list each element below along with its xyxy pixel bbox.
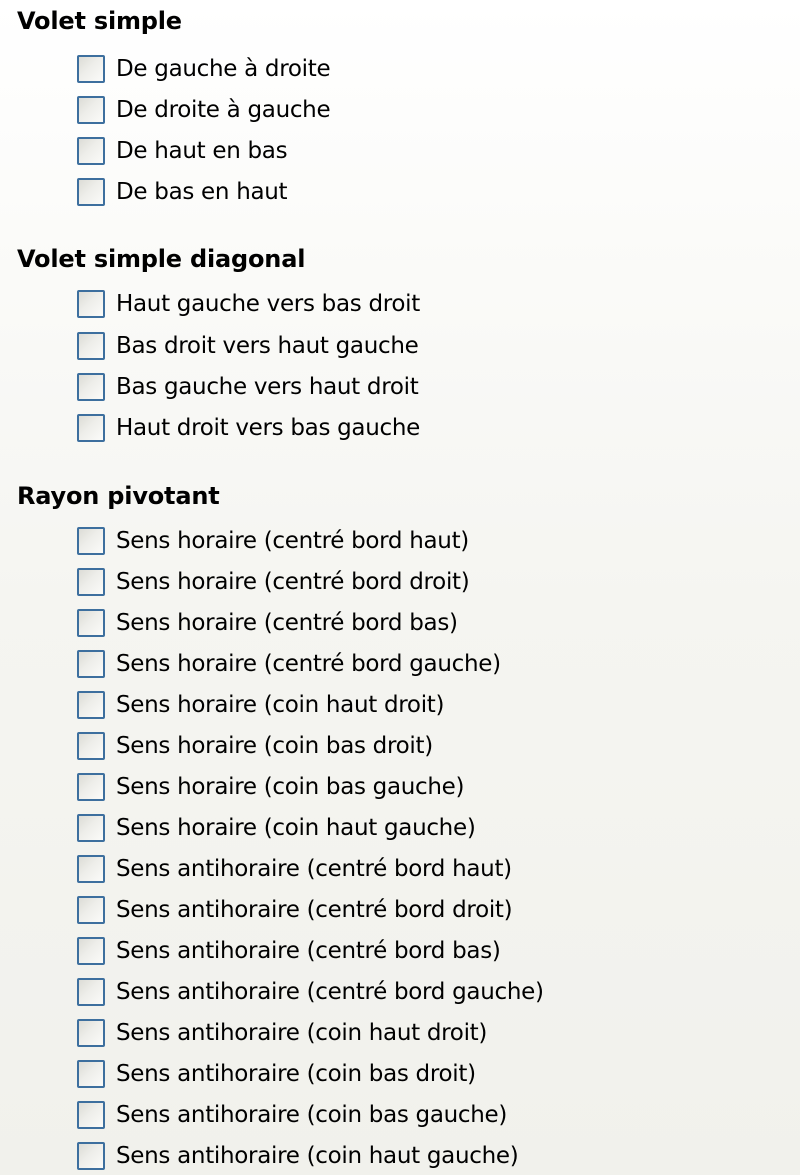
option-label: Sens horaire (centré bord gauche): [116, 651, 501, 677]
option-checkbox[interactable]: [77, 53, 330, 85]
option-checkbox[interactable]: [77, 935, 501, 967]
checkbox[interactable]: [77, 855, 105, 883]
option-label: De gauche à droite: [116, 56, 331, 82]
checkbox[interactable]: [77, 1142, 105, 1170]
option-checkbox[interactable]: [77, 135, 287, 167]
checkbox[interactable]: [77, 650, 105, 678]
checkbox[interactable]: [77, 414, 105, 442]
option-label: De haut en bas: [116, 138, 288, 164]
option-label: Sens antihoraire (centré bord droit): [116, 897, 513, 923]
option-label: Sens antihoraire (coin bas gauche): [116, 1102, 508, 1128]
option-checkbox[interactable]: [77, 94, 330, 126]
option-label: Sens horaire (centré bord droit): [116, 569, 470, 595]
option-checkbox[interactable]: [77, 412, 420, 444]
option-label: De droite à gauche: [116, 97, 331, 123]
option-checkbox[interactable]: [77, 976, 544, 1008]
checkbox[interactable]: [77, 1101, 105, 1129]
option-label: Sens antihoraire (centré bord bas): [116, 938, 501, 964]
option-label: Haut gauche vers bas droit: [116, 291, 420, 317]
option-label: Sens antihoraire (coin haut gauche): [116, 1143, 519, 1169]
checkbox[interactable]: [77, 1060, 105, 1088]
option-checkbox[interactable]: [77, 894, 512, 926]
option-checkbox[interactable]: [77, 689, 444, 721]
option-label: Sens antihoraire (centré bord haut): [116, 856, 512, 882]
checkbox[interactable]: [77, 55, 105, 83]
checkbox[interactable]: [77, 96, 105, 124]
option-checkbox[interactable]: [77, 288, 420, 320]
group-title: Volet simple diagonal: [17, 245, 306, 273]
checkbox[interactable]: [77, 137, 105, 165]
option-label: Sens antihoraire (centré bord gauche): [116, 979, 544, 1005]
option-label: Sens horaire (centré bord bas): [116, 610, 458, 636]
checkbox[interactable]: [77, 691, 105, 719]
option-label: Sens horaire (coin haut droit): [116, 692, 445, 718]
option-checkbox[interactable]: [77, 853, 512, 885]
checkbox[interactable]: [77, 178, 105, 206]
option-label: Sens horaire (coin bas gauche): [116, 774, 465, 800]
option-checkbox[interactable]: [77, 1017, 487, 1049]
option-label: Bas gauche vers haut droit: [116, 374, 419, 400]
option-checkbox[interactable]: [77, 1099, 507, 1131]
option-checkbox[interactable]: [77, 371, 418, 403]
option-label: Bas droit vers haut gauche: [116, 333, 419, 359]
option-label: Sens horaire (centré bord haut): [116, 528, 469, 554]
option-checkbox[interactable]: [77, 1058, 476, 1090]
option-checkbox[interactable]: [77, 1140, 518, 1172]
checkbox[interactable]: [77, 290, 105, 318]
option-checkbox[interactable]: [77, 648, 501, 680]
option-checkbox[interactable]: [77, 771, 464, 803]
option-checkbox[interactable]: [77, 330, 418, 362]
checkbox[interactable]: [77, 773, 105, 801]
option-label: Sens horaire (coin bas droit): [116, 733, 433, 759]
checkbox[interactable]: [77, 732, 105, 760]
option-label: Haut droit vers bas gauche: [116, 415, 420, 441]
checkbox[interactable]: [77, 896, 105, 924]
option-checkbox[interactable]: [77, 525, 469, 557]
option-label: De bas en haut: [116, 179, 288, 205]
checkbox[interactable]: [77, 937, 105, 965]
checkbox[interactable]: [77, 609, 105, 637]
checkbox[interactable]: [77, 978, 105, 1006]
checkbox[interactable]: [77, 814, 105, 842]
checkbox[interactable]: [77, 373, 105, 401]
checkbox[interactable]: [77, 332, 105, 360]
option-checkbox[interactable]: [77, 812, 476, 844]
option-checkbox[interactable]: [77, 566, 469, 598]
option-checkbox[interactable]: [77, 730, 433, 762]
option-label: Sens horaire (coin haut gauche): [116, 815, 476, 841]
option-label: Sens antihoraire (coin haut droit): [116, 1020, 488, 1046]
group-title: Volet simple: [17, 7, 182, 35]
option-checkbox[interactable]: [77, 176, 287, 208]
group-title: Rayon pivotant: [17, 482, 220, 510]
checkbox[interactable]: [77, 527, 105, 555]
checkbox[interactable]: [77, 568, 105, 596]
checkbox[interactable]: [77, 1019, 105, 1047]
option-label: Sens antihoraire (coin bas droit): [116, 1061, 476, 1087]
option-checkbox[interactable]: [77, 607, 458, 639]
